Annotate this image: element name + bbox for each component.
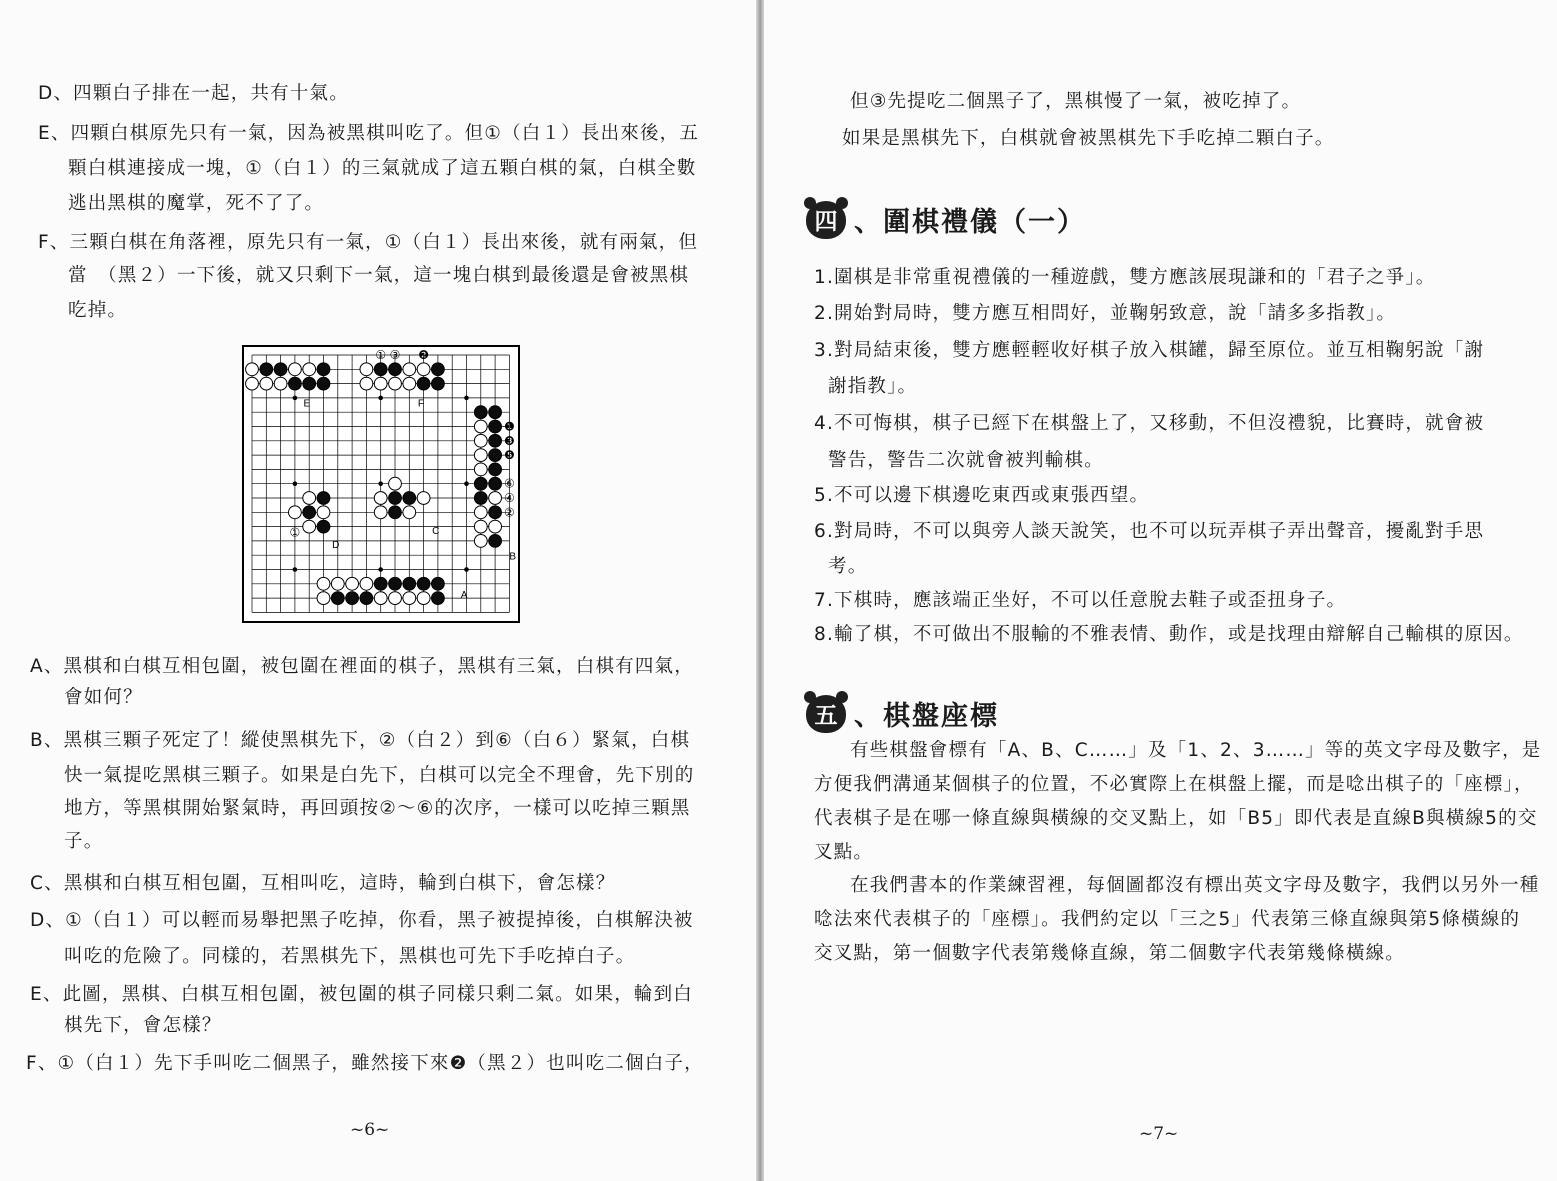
white-stone xyxy=(303,492,316,505)
black-stone xyxy=(389,363,402,376)
white-stone xyxy=(289,363,302,376)
black-stone xyxy=(317,363,330,376)
white-stone xyxy=(474,434,487,447)
list-item: 4.不可悔棋，棋子已經下在棋盤上了，又移動，不但沒禮貌，比賽時，就會被 xyxy=(814,413,1485,434)
text-line: 有些棋盤會標有「A、B、C……」及「1、2、3……」等的英文字母及數字，是 xyxy=(850,740,1542,761)
board-letter-label: D xyxy=(332,540,340,552)
move-number-label: ① xyxy=(375,348,387,362)
white-stone xyxy=(246,377,259,390)
black-stone xyxy=(346,592,359,605)
white-stone xyxy=(374,492,387,505)
board-letter-label: A xyxy=(460,590,468,602)
text-line: B、黑棋三顆子死定了！縱使黑棋先下，②（白２）到⑥（白６）緊氣，白棋 xyxy=(30,730,691,751)
list-item: 考。 xyxy=(828,556,868,577)
white-stone xyxy=(317,506,330,519)
black-stone xyxy=(489,449,502,462)
black-stone xyxy=(274,363,287,376)
text-line: 方便我們溝通某個棋子的位置，不必實際上在棋盤上擺，而是唸出棋子的「座標」， xyxy=(814,774,1534,795)
section-heading-etiquette xyxy=(806,200,1086,239)
page-number: ~7~ xyxy=(1139,1124,1179,1144)
black-stone xyxy=(317,520,330,533)
black-stone xyxy=(403,577,416,590)
white-stone xyxy=(360,577,373,590)
star-point xyxy=(378,481,383,486)
list-item: 3.對局結束後，雙方應輕輕收好棋子放入棋罐，歸至原位。並互相鞠躬說「謝 xyxy=(814,340,1485,361)
white-stone xyxy=(489,492,502,505)
white-stone xyxy=(389,377,402,390)
black-stone xyxy=(432,363,445,376)
text-line: F、①（白１）先下手叫吃二個黑子，雖然接下來❷（黑２）也叫吃二個白子， xyxy=(26,1053,704,1074)
section-badge: 四 xyxy=(806,201,846,239)
white-stone xyxy=(474,449,487,462)
text-line: E、此圖，黑棋、白棋互相包圍，被包圍的棋子同樣只剩二氣。如果，輪到白 xyxy=(30,984,693,1005)
white-stone xyxy=(417,363,430,376)
text-line: 叫吃的危險了。同樣的，若黑棋先下，黑棋也可先下手吃掉白子。 xyxy=(64,946,636,967)
white-stone xyxy=(374,506,387,519)
text-line: A、黑棋和白棋互相包圍，被包圍在裡面的棋子，黑棋有三氣，白棋有四氣， xyxy=(30,656,694,677)
black-stone xyxy=(331,592,344,605)
black-stone xyxy=(303,506,316,519)
page-number: ~6~ xyxy=(350,1120,390,1140)
list-item: 2.開始對局時，雙方應互相問好，並鞠躬致意，說「請多多指教」。 xyxy=(814,303,1397,324)
section-heading-coordinates xyxy=(806,694,999,733)
white-stone xyxy=(289,506,302,519)
text-line: 叉點。 xyxy=(814,842,874,863)
black-stone xyxy=(289,377,302,390)
white-stone xyxy=(246,363,259,376)
list-item: 6.對局時，不可以與旁人談天說笑，也不可以玩弄棋子弄出聲音，擾亂對手思 xyxy=(814,521,1485,542)
white-stone xyxy=(374,592,387,605)
white-stone xyxy=(403,363,416,376)
list-item: 7.下棋時，應該端正坐好，不可以任意脫去鞋子或歪扭身子。 xyxy=(814,590,1347,611)
text-line: D、四顆白子排在一起，共有十氣。 xyxy=(38,83,349,104)
board-letter-label: E xyxy=(303,398,311,410)
list-item: 1.圍棋是非常重視禮儀的一種遊戲，雙方應該展現謙和的「君子之爭」。 xyxy=(814,267,1436,288)
black-stone xyxy=(474,406,487,419)
text-line: 如果是黑棋先下，白棋就會被黑棋先下手吃掉二顆白子。 xyxy=(842,128,1335,149)
star-point xyxy=(464,481,469,486)
text-line: 顆白棋連接成一塊，①（白１）的三氣就成了這五顆白棋的氣，白棋全數 xyxy=(68,158,697,179)
star-point xyxy=(293,396,298,401)
white-stone xyxy=(403,377,416,390)
text-line: 快一氣提吃黑棋三顆子。如果是白先下，白棋可以完全不理會，先下別的 xyxy=(64,765,695,786)
black-stone xyxy=(489,406,502,419)
board-letter-label: B xyxy=(509,551,517,563)
white-stone xyxy=(360,377,373,390)
white-stone xyxy=(403,592,416,605)
black-stone xyxy=(389,506,402,519)
black-stone xyxy=(489,506,502,519)
text-line: 吃掉。 xyxy=(68,300,128,321)
white-stone xyxy=(360,363,373,376)
white-stone xyxy=(389,477,402,490)
text-line: 逃出黑棋的魔掌，死不了了。 xyxy=(68,193,325,214)
white-stone xyxy=(474,463,487,476)
move-number-label: ❺ xyxy=(504,448,515,463)
text-line: C、黑棋和白棋互相包圍，互相叫吃，這時，輪到白棋下，會怎樣？ xyxy=(30,873,616,894)
white-stone xyxy=(474,506,487,519)
text-line: 會如何？ xyxy=(64,687,143,708)
text-line: 代表棋子是在哪一條直線與橫線的交叉點上，如「B5」即代表是直線B與橫線5的交 xyxy=(814,808,1538,829)
black-stone xyxy=(317,492,330,505)
star-point xyxy=(293,567,298,572)
black-stone xyxy=(489,535,502,548)
section-badge: 五 xyxy=(806,695,846,733)
white-stone xyxy=(474,535,487,548)
text-line: 地方，等黑棋開始緊氣時，再回頭按②～⑥的次序，一樣可以吃掉三顆黑 xyxy=(64,798,691,819)
black-stone xyxy=(260,363,273,376)
move-number-label: ❷ xyxy=(418,348,429,362)
white-stone xyxy=(303,520,316,533)
white-stone xyxy=(317,577,330,590)
move-number-label: ⑥ xyxy=(504,476,515,491)
black-stone xyxy=(474,492,487,505)
move-number-label: ③ xyxy=(389,348,401,362)
white-stone xyxy=(303,363,316,376)
white-stone xyxy=(474,520,487,533)
move-number-label: ❸ xyxy=(504,433,515,448)
star-point xyxy=(378,567,383,572)
list-item: 警告，警告二次就會被判輸棋。 xyxy=(828,450,1104,471)
black-stone xyxy=(303,377,316,390)
black-stone xyxy=(432,377,445,390)
white-stone xyxy=(489,520,502,533)
black-stone xyxy=(489,463,502,476)
move-number-label: ❶ xyxy=(504,419,515,434)
right-page xyxy=(764,0,1557,1181)
black-stone xyxy=(360,592,373,605)
black-stone xyxy=(417,577,430,590)
black-stone xyxy=(432,577,445,590)
go-board-diagram xyxy=(242,345,520,623)
black-stone xyxy=(489,420,502,433)
text-line: 子。 xyxy=(64,831,104,852)
star-point xyxy=(464,567,469,572)
text-line: E、四顆白棋原先只有一氣，因為被黑棋叫吃了。但①（白１）長出來後，五 xyxy=(38,123,700,144)
black-stone xyxy=(389,577,402,590)
text-line: 交叉點，第一個數字代表第幾條直線，第二個數字代表第幾條橫線。 xyxy=(814,943,1406,964)
white-stone xyxy=(389,592,402,605)
white-stone xyxy=(331,577,344,590)
text-line: 在我們書本的作業練習裡，每個圖都沒有標出英文字母及數字，我們以另外一種 xyxy=(850,875,1540,896)
black-stone xyxy=(417,377,430,390)
left-page xyxy=(0,0,760,1181)
star-point xyxy=(464,396,469,401)
black-stone xyxy=(432,592,445,605)
white-stone xyxy=(346,577,359,590)
move-number-label: ① xyxy=(289,525,301,540)
white-stone xyxy=(260,377,273,390)
text-line: D、①（白１）可以輕而易舉把黑子吃掉，你看，黑子被提掉後，白棋解決被 xyxy=(30,910,694,931)
black-stone xyxy=(403,492,416,505)
section-title: 、圍棋禮儀（一） xyxy=(854,207,1086,238)
black-stone xyxy=(489,434,502,447)
white-stone xyxy=(417,592,430,605)
black-stone xyxy=(374,363,387,376)
white-stone xyxy=(317,592,330,605)
list-item: 謝指教」。 xyxy=(828,376,918,397)
move-number-label: ④ xyxy=(504,491,515,505)
text-line: 棋先下，會怎樣？ xyxy=(64,1015,222,1036)
board-letter-label: C xyxy=(432,525,440,537)
move-number-label: ② xyxy=(504,505,515,520)
list-item: 5.不可以邊下棋邊吃東西或東張西望。 xyxy=(814,485,1150,506)
board-letter-label: F xyxy=(417,398,424,410)
text-line: F、三顆白棋在角落裡，原先只有一氣，①（白１）長出來後，就有兩氣，但 xyxy=(38,232,699,253)
white-stone xyxy=(417,492,430,505)
list-item: 8.輸了棋，不可做出不服輸的不雅表情、動作，或是找理由辯解自己輸棋的原因。 xyxy=(814,624,1524,645)
black-stone xyxy=(489,477,502,490)
white-stone xyxy=(403,506,416,519)
black-stone xyxy=(374,577,387,590)
white-stone xyxy=(474,420,487,433)
section-title: 、棋盤座標 xyxy=(854,701,999,732)
star-point xyxy=(378,396,383,401)
text-line: 但③先提吃二個黑子了，黑棋慢了一氣，被吃掉了。 xyxy=(850,91,1302,112)
star-point xyxy=(293,481,298,486)
text-line: 當 （黑２）一下後，就又只剩下一氣，這一塊白棋到最後還是會被黑棋 xyxy=(68,265,690,286)
black-stone xyxy=(389,492,402,505)
white-stone xyxy=(374,377,387,390)
black-stone xyxy=(474,477,487,490)
black-stone xyxy=(317,377,330,390)
text-line: 唸法來代表棋子的「座標」。我們約定以「三之5」代表第三條直線與第5條橫線的 xyxy=(814,909,1521,930)
white-stone xyxy=(274,377,287,390)
